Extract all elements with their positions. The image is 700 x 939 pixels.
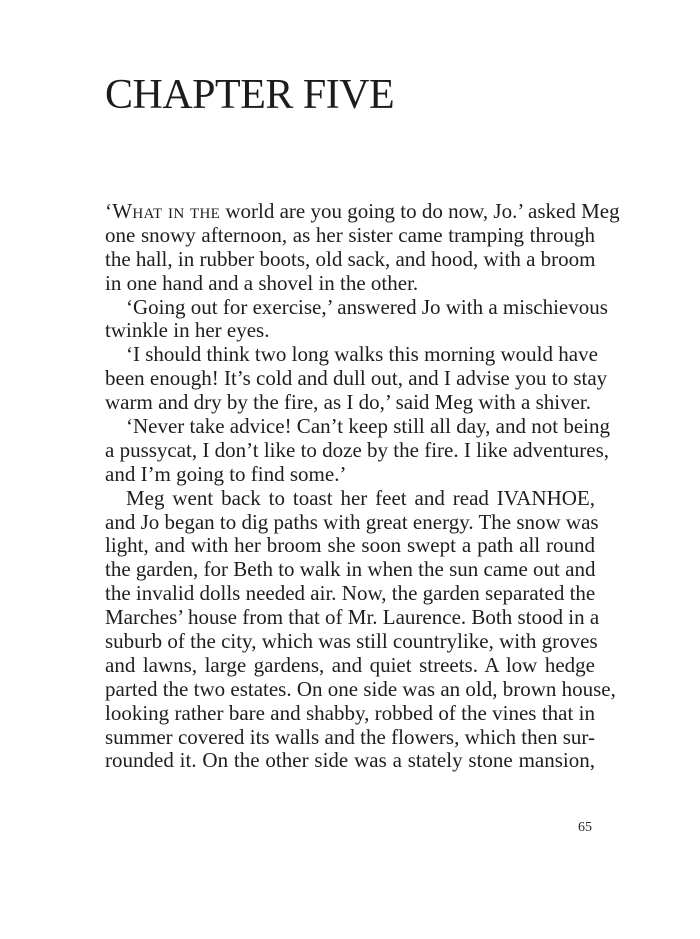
text-line: one snowy afternoon, as her sister came tramping through	[105, 222, 595, 247]
text-line: parted the two estates. On one side was an old, brown house,	[105, 676, 616, 701]
text-line: twinkle in her eyes.	[105, 318, 270, 343]
text-line: and lawns, large gardens, and quiet streets. A low hedge	[105, 652, 595, 677]
text-line: ‘I should think two long walks this morning would have	[126, 342, 598, 367]
page-number: 65	[578, 820, 592, 835]
text-line	[105, 199, 620, 224]
text-line: Marches’ house from that of Mr. Laurence. Both stood in a	[105, 605, 600, 630]
text-line: suburb of the city, which was still countrylike, with groves	[105, 629, 598, 654]
text-line: looking rather bare and shabby, robbed of the vines that in	[105, 700, 595, 725]
text-line: warm and dry by the fire, as I do,’ said Meg with a shiver.	[105, 390, 591, 415]
text-line: summer covered its walls and the flowers, which then sur-	[105, 724, 595, 749]
text-line: in one hand and a shovel in the other.	[105, 270, 419, 295]
text-line: light, and with her broom she soon swept a path all round	[105, 533, 595, 558]
text-line: a pussycat, I don’t like to doze by the fire. I like adventures,	[105, 437, 610, 462]
text-line: the garden, for Beth to walk in when the sun came out and	[105, 557, 596, 582]
chapter-body	[105, 199, 620, 773]
opening-small-caps: ‘What in the	[105, 199, 221, 223]
text-line-rest: world are you going to do now, Jo.’ asked Meg	[220, 199, 620, 223]
text-line: and I’m going to find some.’	[105, 461, 347, 486]
text-line: and Jo began to dig paths with great energy. The snow was	[105, 509, 599, 534]
text-line: ‘Never take advice! Can’t keep still all day, and not being	[126, 414, 610, 439]
text-line: been enough! It’s cold and dull out, and I advise you to stay	[105, 366, 608, 391]
text-line: ‘Going out for exercise,’ answered Jo with a mischievous	[126, 294, 608, 319]
text-line: Meg went back to toast her feet and read IVANHOE,	[126, 485, 595, 510]
text-line: the invalid dolls needed air. Now, the garden separated the	[105, 581, 596, 606]
chapter-title: CHAPTER FIVE	[105, 72, 395, 118]
text-line: rounded it. On the other side was a stately stone mansion,	[105, 748, 595, 773]
text-line: the hall, in rubber boots, old sack, and hood, with a broom	[105, 246, 596, 271]
